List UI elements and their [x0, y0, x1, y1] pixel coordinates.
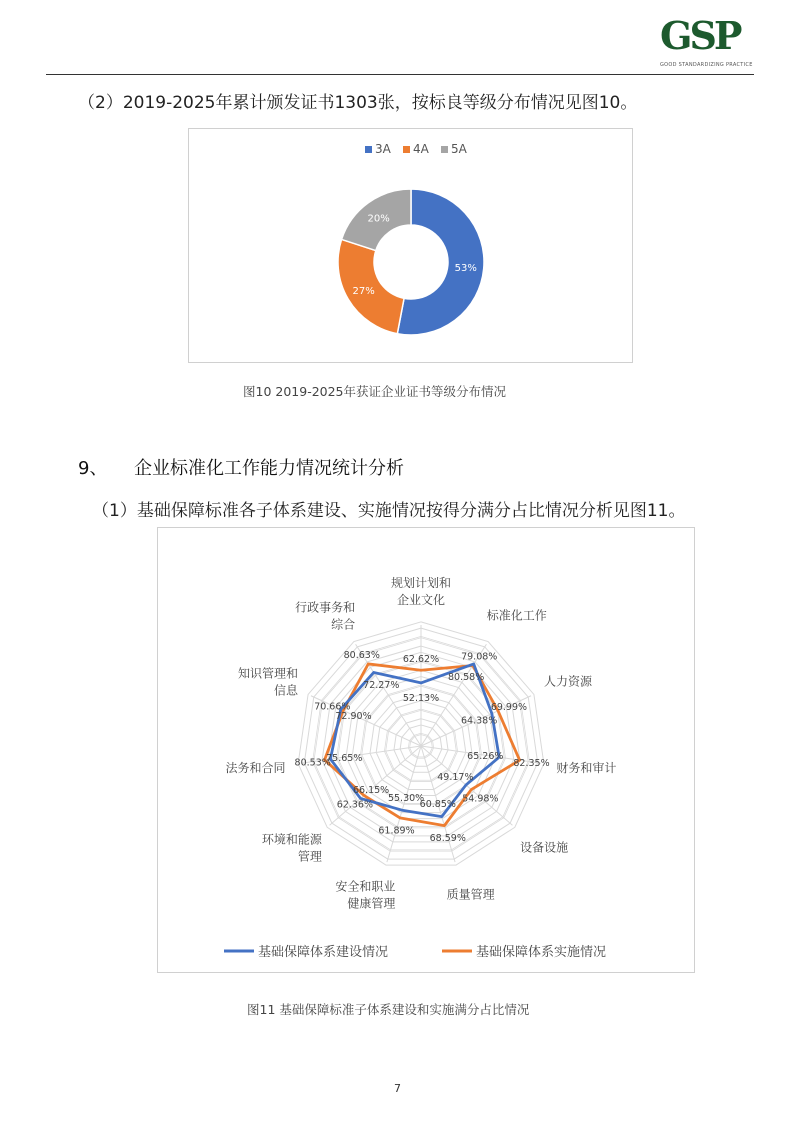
- radar-category-label: 设备设施: [520, 840, 569, 855]
- radar-category-label: 法务和合同: [225, 761, 286, 776]
- legend-label: 3A: [375, 142, 391, 156]
- page-number: 7: [394, 1082, 401, 1095]
- radar-data-label: 62.62%: [402, 654, 440, 666]
- section-9-title: 企业标准化工作能力情况统计分析: [134, 458, 404, 479]
- radar-category-label: 知识管理和信息: [237, 666, 299, 698]
- radar-data-label: 55.30%: [387, 792, 425, 804]
- radar-category-label: 标准化工作: [486, 608, 547, 623]
- radar-data-label: 80.53%: [294, 757, 331, 769]
- radar-data-label: 80.58%: [448, 671, 485, 683]
- section-9-number: 9、: [78, 458, 108, 479]
- donut-data-label: 53%: [454, 263, 477, 275]
- legend-label: 4A: [413, 142, 429, 156]
- donut-data-label: 20%: [367, 213, 390, 225]
- radar-chart: [158, 528, 694, 972]
- radar-category-label: 财务和审计: [556, 761, 617, 776]
- radar-category-label: 环境和能源管理: [261, 832, 322, 864]
- radar-data-label: 70.66%: [314, 701, 351, 713]
- radar-data-label: 75.65%: [326, 753, 363, 765]
- radar-data-label: 52.13%: [402, 692, 440, 704]
- gsp-logo: [660, 13, 753, 76]
- header-rule: [46, 74, 754, 75]
- radar-data-label: 79.08%: [461, 651, 498, 663]
- figure-10-caption: 图10 2019-2025年获证企业证书等级分布情况: [243, 384, 507, 399]
- legend-label: 5A: [451, 142, 467, 156]
- radar-data-label: 54.98%: [462, 793, 499, 805]
- donut-data-label: 27%: [352, 285, 375, 297]
- radar-chart-container: [157, 527, 695, 973]
- radar-legend-label: 基础保障体系实施情况: [476, 945, 607, 960]
- radar-category-label: 行政事务和综合: [295, 600, 356, 632]
- donut-chart-container: [188, 128, 633, 363]
- radar-data-label: 60.85%: [419, 799, 456, 811]
- radar-category-label: 规划计划和企业文化: [390, 576, 452, 607]
- figure-11-caption: 图11 基础保障标准子体系建设和实施满分占比情况: [247, 1002, 530, 1017]
- radar-data-label: 82.35%: [513, 757, 550, 769]
- radar-data-label: 66.15%: [352, 785, 390, 797]
- paragraph-certificates: （2）2019-2025年累计颁发证书1303张，按标良等级分布情况见图10。: [78, 93, 638, 113]
- radar-data-label: 72.90%: [335, 711, 372, 723]
- logo-subtitle: GOOD STANDARDIZING PRACTICE: [660, 62, 753, 68]
- radar-data-label: 65.26%: [467, 751, 504, 763]
- radar-data-label: 80.63%: [343, 649, 380, 661]
- radar-category-label: 质量管理: [446, 887, 495, 902]
- radar-data-label: 72.27%: [363, 680, 400, 692]
- radar-data-label: 69.99%: [490, 701, 528, 713]
- logo-mark: GSP: [660, 13, 740, 58]
- radar-data-label: 61.89%: [378, 825, 415, 837]
- donut-chart: [189, 129, 632, 362]
- radar-category-label: 安全和职业健康管理: [335, 879, 396, 911]
- radar-data-label: 62.36%: [336, 799, 374, 811]
- radar-data-label: 64.38%: [461, 715, 498, 727]
- paragraph-basic-guarantee: （1）基础保障标准各子体系建设、实施情况按得分满分占比情况分析见图11。: [92, 501, 686, 521]
- radar-data-label: 49.17%: [437, 771, 474, 783]
- radar-legend-label: 基础保障体系建设情况: [258, 945, 389, 960]
- radar-category-label: 人力资源: [543, 674, 593, 689]
- radar-data-label: 68.59%: [429, 833, 466, 845]
